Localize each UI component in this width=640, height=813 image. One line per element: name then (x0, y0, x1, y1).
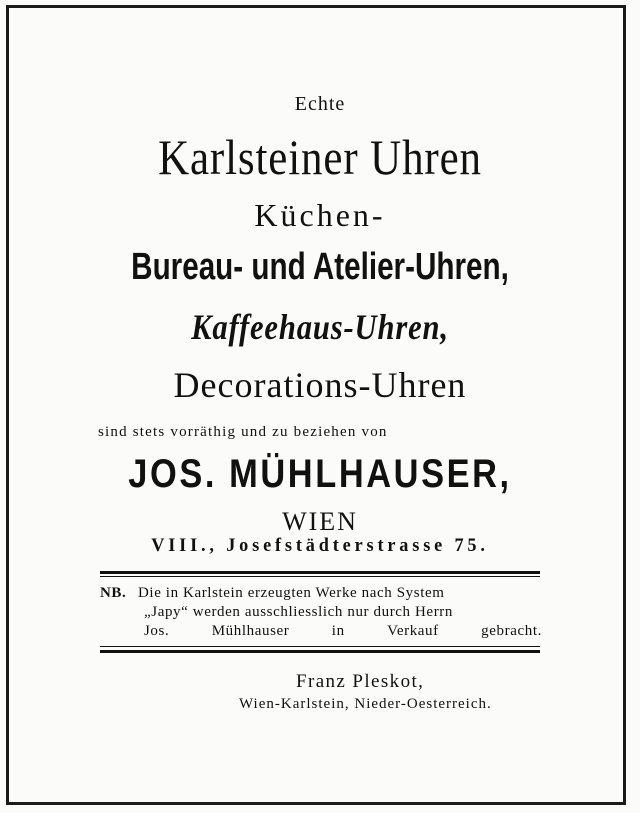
kuechen-line: Küchen- (254, 197, 386, 233)
divider-bottom-thin (100, 646, 540, 647)
signatory-place: Wien-Karlstein, Nieder-Oesterreich. (239, 696, 492, 712)
headline-title: Karlsteiner Uhren (158, 129, 482, 185)
note-label: NB. (100, 585, 127, 601)
divider-bottom-thick (100, 650, 540, 653)
note-line-2 (100, 603, 542, 622)
divider-top-thick (100, 571, 540, 574)
intro-text: Echte (294, 93, 346, 115)
note-word: Verkauf (387, 623, 439, 639)
note-word: Mühlhauser (211, 623, 290, 639)
street-address: VIII., Josefstädterstrasse 75. (151, 535, 489, 556)
firm-name: JOS. MÜHLHAUSER, (128, 452, 512, 496)
note-line-3 (100, 622, 542, 641)
kaffeehaus-line: Kaffeehaus-Uhren, (191, 307, 449, 347)
note-text-2: „Japy“ werden ausschliesslich nur durch Herrn (144, 604, 453, 620)
decorations-line: Decorations-Uhren (173, 365, 467, 405)
note-word: gebracht. (481, 623, 542, 639)
note-word: Jos. (144, 623, 170, 639)
note-word: in (331, 623, 345, 639)
nota-bene-note (100, 584, 542, 641)
city-name: WIEN (282, 507, 358, 536)
availability-text: sind stets vorräthig und zu beziehen von (98, 424, 388, 440)
note-text-1: Die in Karlstein erzeugten Werke nach System (138, 585, 445, 601)
bureau-atelier-line: Bureau- und Atelier-Uhren, (131, 246, 509, 288)
signatory-name: Franz Pleskot, (296, 671, 425, 692)
divider-top-thin (100, 576, 540, 577)
note-line-1 (100, 584, 542, 603)
